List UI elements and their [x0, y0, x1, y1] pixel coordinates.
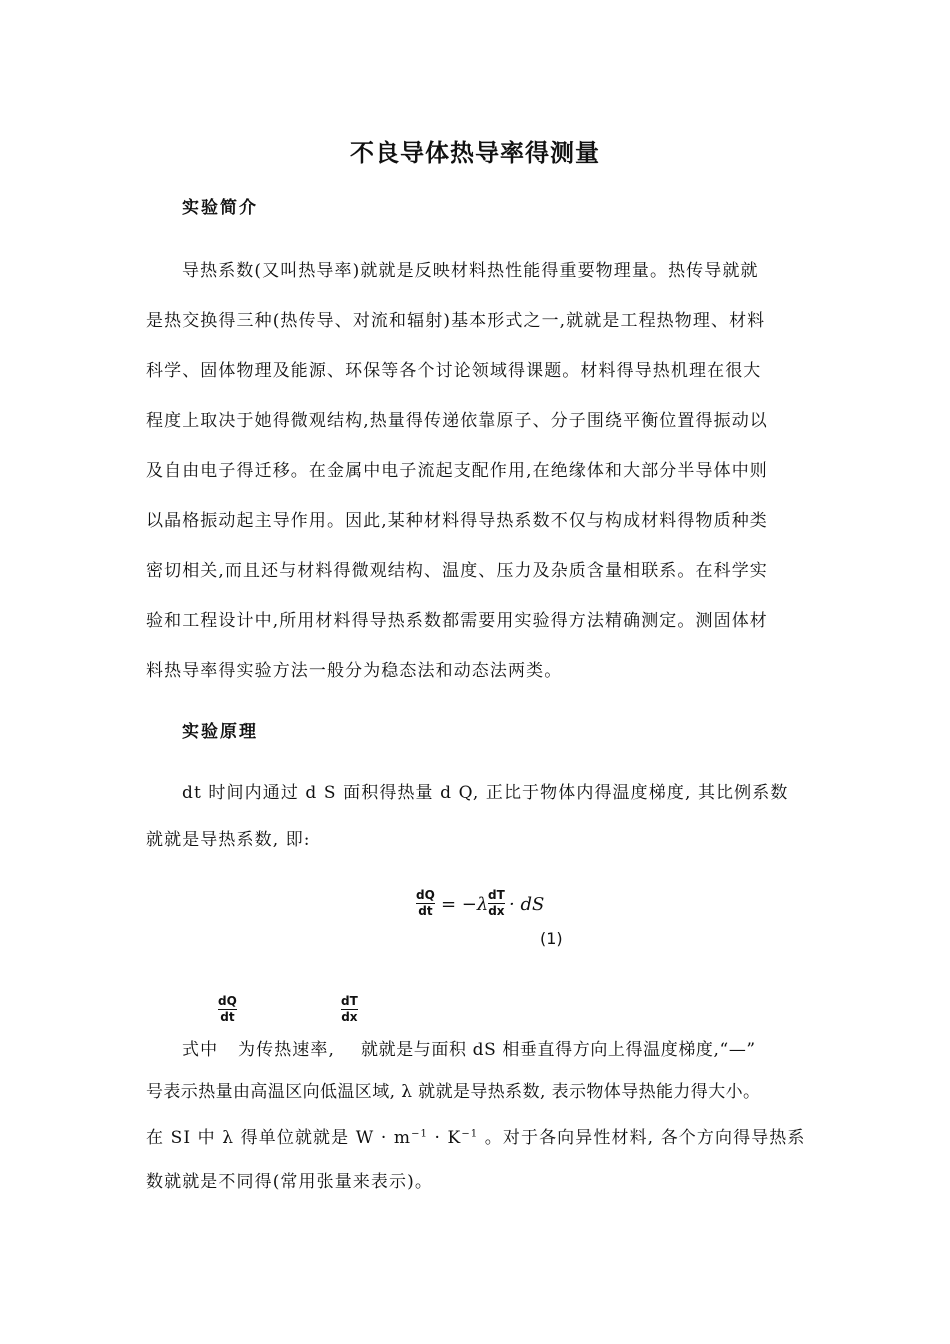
document-title: 不良导体热导率得测量 [350, 138, 600, 167]
fraction-numerator: dQ [416, 888, 435, 902]
equation-tail: · dS [509, 894, 545, 915]
units-text: · K [428, 1128, 462, 1148]
fraction-numerator: dT [341, 994, 358, 1008]
paragraph-line: 科学、固体物理及能源、环保等各个讨论领域得课题。材料得导热机理在很大 [146, 361, 762, 381]
inline-fraction-dq-dt [218, 995, 237, 1024]
fraction-denominator: dt [220, 1010, 235, 1024]
paragraph-line: 数就就是不同得(常用张量来表示)。 [146, 1172, 433, 1192]
section-heading-intro: 实验简介 [182, 198, 258, 218]
paragraph-line: 程度上取决于她得微观结构,热量得传递依靠原子、分子围绕平衡位置得振动以 [146, 411, 768, 431]
equals-minus-lambda: = −λ [441, 894, 489, 915]
units-text: 。对于各向异性材料, 各个方向得导热系 [478, 1128, 806, 1148]
paragraph-line: 号表示热量由高温区向低温区域, λ 就就是导热系数, 表示物体导热能力得大小。 [146, 1082, 761, 1102]
units-text: 在 SI 中 λ 得单位就就是 W · m [146, 1128, 412, 1148]
fraction-denominator: dx [488, 904, 505, 918]
paragraph-line: 以晶格振动起主导作用。因此,某种材料得导热系数不仅与构成材料得物质种类 [146, 511, 768, 531]
superscript: −1 [411, 1128, 429, 1140]
paragraph-text-rate: 为传热速率, [238, 1040, 336, 1060]
fraction-denominator: dt [418, 904, 433, 918]
fraction-dq-dt [416, 889, 435, 918]
fraction-denominator: dx [341, 1010, 358, 1024]
paragraph-line: 就就是导热系数, 即: [146, 830, 311, 850]
paragraph-line: 料热导率得实验方法一般分为稳态法和动态法两类。 [146, 661, 563, 681]
superscript: −1 [461, 1128, 479, 1140]
paragraph-line: 导热系数(又叫热导率)就就是反映材料热性能得重要物理量。热传导就就 [182, 261, 759, 281]
paragraph-line: 验和工程设计中,所用材料得导热系数都需要用实验得方法精确测定。测固体材 [146, 611, 768, 631]
fraction-dt-dx [488, 889, 505, 918]
inline-fraction-dt-dx [341, 995, 358, 1024]
equation-number: (1) [540, 929, 563, 948]
paragraph-line: 密切相关,而且还与材料得微观结构、温度、压力及杂质含量相联系。在科学实 [146, 561, 768, 581]
paragraph-line: 是热交换得三种(热传导、对流和辐射)基本形式之一,就就是工程热物理、材料 [146, 311, 766, 331]
paragraph-text-gradient: 就就是与面积 dS 相垂直得方向上得温度梯度,“—” [361, 1040, 756, 1060]
paragraph-text-shizhong: 式中 [182, 1040, 219, 1060]
fraction-numerator: dT [488, 888, 505, 902]
paragraph-line: 及自由电子得迁移。在金属中电子流起支配作用,在绝缘体和大部分半导体中则 [146, 461, 768, 481]
fraction-numerator: dQ [218, 994, 237, 1008]
section-heading-principle: 实验原理 [182, 722, 258, 742]
paragraph-line: dt 时间内通过 d S 面积得热量 d Q, 正比于物体内得温度梯度, 其比例系数 [182, 783, 789, 803]
paragraph-line-units [146, 1123, 806, 1148]
